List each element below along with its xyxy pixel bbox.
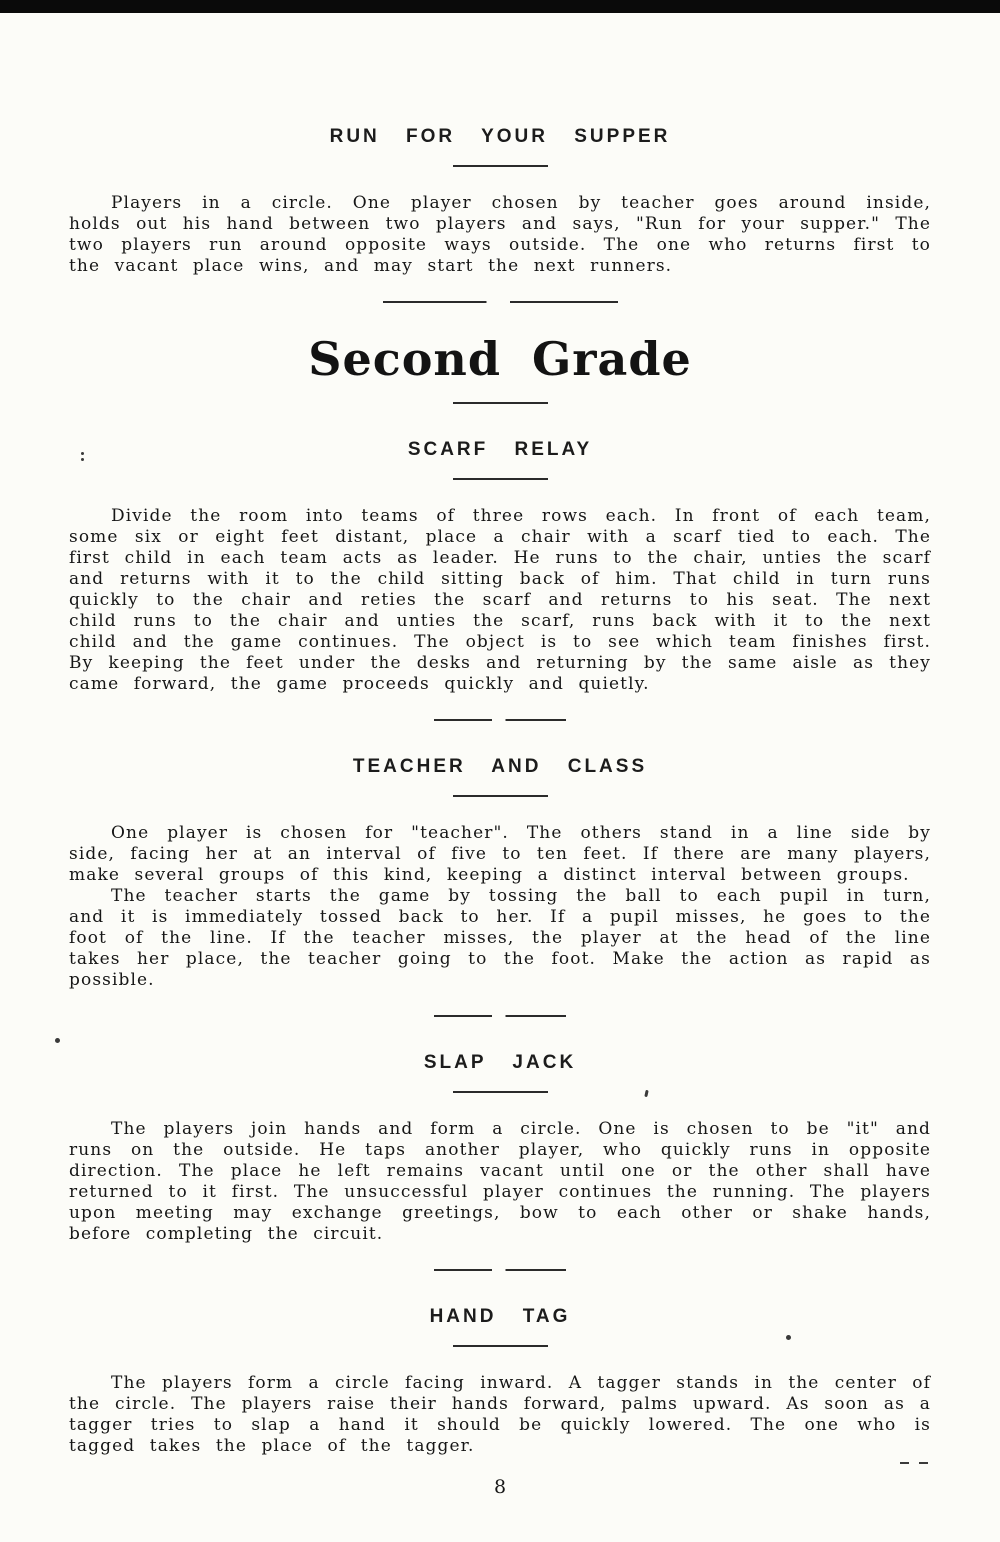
section-divider — [434, 1015, 566, 1017]
scan-artifact — [900, 1462, 909, 1464]
paragraph-teacher-and-class-2: The teacher starts the game by tossing the ball to each pupil in turn, and it is immediately tossed back to her. If a pupil misses, he goes to the foot of the line. If the teacher misses, the player at the head of the line takes her place, the teacher going to the foot. Make the action as rapid as possible. — [69, 886, 931, 990]
heading-divider — [453, 795, 548, 797]
section-divider — [434, 1269, 566, 1271]
paragraph-slap-jack: The players join hands and form a circle. One is chosen to be "it" and runs on the outside. He taps another player, who quickly runs in opposite direction. The place he left remains vacant until one or the other shall have returned to it first. The unsuccessful player continues the running. The players upon meeting may exchange greetings, bow to each other or shake hands, before completing the circuit. — [69, 1119, 931, 1244]
section-divider — [383, 301, 618, 303]
scan-artifact — [81, 452, 84, 455]
section-heading-slap-jack: SLAP JACK — [423, 1052, 577, 1073]
grade-heading: Second Grade — [308, 332, 692, 386]
paragraph-hand-tag: The players form a circle facing inward. A tagger stands in the center of the circle. The players raise their hands forward, palms upward. As soon as a tagger tries to slap a hand it should be quickly lowered. The one who is tagged takes the place of the tagger. — [69, 1373, 931, 1456]
section-heading-hand-tag: HAND TAG — [429, 1306, 571, 1327]
heading-divider — [453, 1091, 548, 1093]
section-divider — [434, 719, 566, 721]
scan-artifact — [55, 1038, 60, 1043]
scan-artifact — [786, 1335, 791, 1340]
heading-divider — [453, 1345, 548, 1347]
paragraph-scarf-relay: Divide the room into teams of three rows each. In front of each team, some six or eight feet distant, place a chair with a scarf tied to each. The first child in each team acts as leader. He runs to the chair, unties the scarf and returns with it to the child sitting back of him. That child in turn runs quickly to the chair and reties the scarf and returns to his seat. The next child runs to the chair and unties the scarf, runs back with it to the next child and the game continues. The object is to see which team finishes first. By keeping the feet under the desks and returning by the same aisle as they came forward, the game proceeds quickly and quietly. — [69, 506, 931, 694]
heading-divider — [453, 165, 548, 167]
section-heading-run-for-your-supper: RUN FOR YOUR SUPPER — [329, 126, 671, 147]
heading-divider — [453, 402, 548, 404]
section-heading-teacher-and-class: TEACHER AND CLASS — [352, 756, 648, 777]
paragraph-teacher-and-class-1: One player is chosen for "teacher". The others stand in a line side by side, facing her at an interval of five to ten feet. If there are many players, make several groups of this kind, keeping a distinct interval between groups. — [69, 823, 931, 885]
page-number: 8 — [493, 1476, 507, 1498]
paragraph-run-for-your-supper: Players in a circle. One player chosen by teacher goes around inside, holds out his hand between two players and says, "Run for your supper." The two players run around opposite ways outside. The one who returns first to the vacant place wins, and may start the next runners. — [69, 193, 931, 276]
section-heading-scarf-relay: SCARF RELAY — [407, 439, 593, 460]
page-content — [69, 0, 931, 1498]
heading-divider — [453, 478, 548, 480]
